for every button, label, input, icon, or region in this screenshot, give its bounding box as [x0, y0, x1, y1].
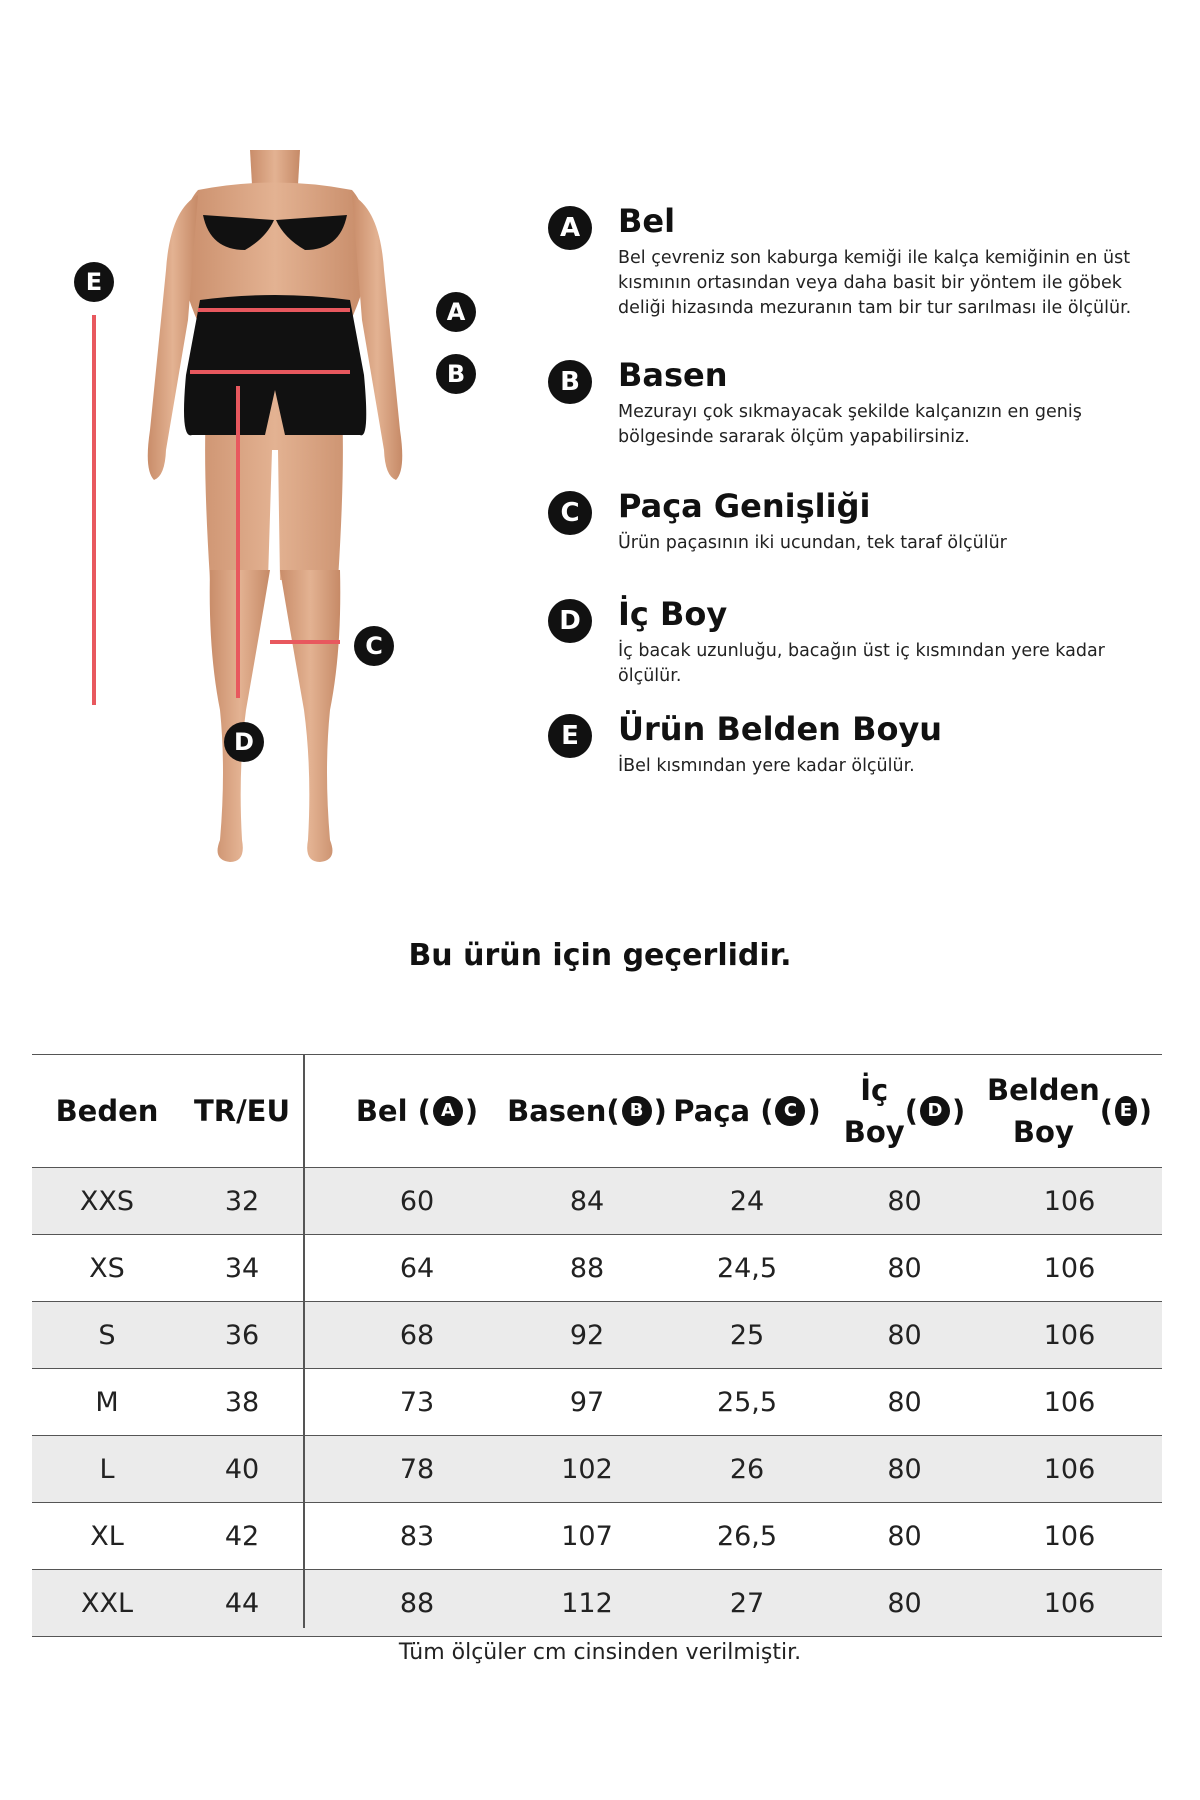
legend-badge-d: D — [548, 599, 592, 643]
header-ic-boy-line2: Boy — [843, 1115, 905, 1149]
legend-description: İç bacak uzunluğu, bacağın üst iç kısmından yere kadar ölçülür. — [618, 641, 1105, 686]
cell-basen: 112 — [561, 1587, 613, 1619]
cell-ic-boy: 80 — [887, 1520, 922, 1552]
header-basen-label: Basen — [507, 1094, 607, 1128]
cell-beden: XXL — [80, 1587, 134, 1619]
body-measurement-figure — [70, 150, 490, 870]
header-paca-label: Paça — [673, 1094, 751, 1128]
cell-basen: 97 — [569, 1386, 605, 1418]
table-header-row — [32, 1054, 1162, 1167]
table-row — [32, 1301, 1162, 1368]
cell-paca: 26,5 — [716, 1520, 778, 1552]
marker-c-badge: C — [354, 626, 394, 666]
cell-ic-boy: 80 — [887, 1252, 922, 1284]
cell-bel: 73 — [399, 1386, 435, 1418]
cell-paca: 24 — [729, 1185, 765, 1217]
marker-b-badge: B — [436, 354, 476, 394]
table-heading: Bu ürün için geçerlidir. — [408, 938, 792, 973]
cell-bel: 60 — [399, 1185, 435, 1217]
legend-title: Basen — [618, 356, 728, 394]
cell-beden: XS — [89, 1252, 125, 1284]
cell-bel: 88 — [399, 1587, 435, 1619]
cell-ic-boy: 80 — [887, 1453, 922, 1485]
cell-belden-boy: 106 — [1043, 1319, 1096, 1351]
cell-beden: XXS — [79, 1185, 135, 1217]
legend-description: Bel çevreniz son kaburga kemiği ile kalça kemiğinin en üst kısmının ortasından veya daha basit bir yöntem ile göbek deliği hizasında mezuranın tam bir tur sarılması ile ölçülür. — [618, 248, 1132, 318]
legend-description: İBel kısmından yere kadar ölçülür. — [618, 756, 915, 776]
legend-badge-b: B — [548, 360, 592, 404]
header-belden-mark: E — [1115, 1096, 1137, 1126]
cell-paca: 26 — [729, 1453, 765, 1485]
header-paca: Paça ( C ) — [672, 1055, 822, 1167]
cell-basen: 84 — [569, 1185, 605, 1217]
cell-bel: 83 — [399, 1520, 435, 1552]
marker-e-badge: E — [74, 262, 114, 302]
table-row — [32, 1368, 1162, 1435]
header-belden-line2: Boy — [1012, 1115, 1074, 1149]
cell-ic-boy: 80 — [887, 1587, 922, 1619]
cell-paca: 25,5 — [716, 1386, 778, 1418]
marker-d-badge: D — [224, 722, 264, 762]
cell-tr-eu: 32 — [224, 1185, 260, 1217]
header-belden-boy: Belden Boy ( E ) — [987, 1055, 1152, 1167]
cell-belden-boy: 106 — [1043, 1453, 1096, 1485]
legend-badge-e: E — [548, 714, 592, 758]
header-bel-label: Bel — [355, 1094, 408, 1128]
legend-title: Ürün Belden Boyu — [618, 710, 943, 748]
cell-paca: 27 — [729, 1587, 765, 1619]
cell-tr-eu: 42 — [224, 1520, 260, 1552]
cell-bel: 68 — [399, 1319, 435, 1351]
header-ic-boy-mark: D — [920, 1096, 950, 1126]
cell-tr-eu: 34 — [224, 1252, 260, 1284]
header-ic-boy-line1: İç — [860, 1073, 889, 1107]
cell-basen: 102 — [561, 1453, 613, 1485]
cell-paca: 25 — [729, 1319, 765, 1351]
cell-tr-eu: 40 — [224, 1453, 260, 1485]
cell-belden-boy: 106 — [1043, 1587, 1096, 1619]
cell-beden: L — [99, 1453, 115, 1485]
legend-title: Paça Genişliği — [618, 487, 871, 525]
header-paca-mark: C — [775, 1096, 805, 1126]
table-row — [32, 1234, 1162, 1301]
table-row — [32, 1502, 1162, 1569]
cell-belden-boy: 106 — [1043, 1386, 1096, 1418]
table-row — [32, 1435, 1162, 1502]
cell-paca: 24,5 — [716, 1252, 778, 1284]
units-footnote: Tüm ölçüler cm cinsinden verilmiştir. — [398, 1640, 802, 1665]
legend-badge-a: A — [548, 206, 592, 250]
header-belden-line1: Belden — [987, 1073, 1100, 1107]
cell-ic-boy: 80 — [887, 1386, 922, 1418]
cell-tr-eu: 36 — [224, 1319, 260, 1351]
header-bel-mark: A — [433, 1096, 463, 1126]
cell-ic-boy: 80 — [887, 1319, 922, 1351]
cell-belden-boy: 106 — [1043, 1185, 1096, 1217]
cell-belden-boy: 106 — [1043, 1252, 1096, 1284]
cell-beden: S — [98, 1319, 116, 1351]
header-bel: Bel ( A ) — [332, 1055, 502, 1167]
legend-title: İç Boy — [618, 595, 728, 633]
body-illustration — [70, 150, 490, 870]
legend-description: Mezurayı çok sıkmayacak şekilde kalçanızın en geniş bölgesinde sararak ölçüm yapabilirsiniz. — [618, 402, 1082, 447]
cell-beden: M — [95, 1386, 119, 1418]
cell-ic-boy: 80 — [887, 1185, 922, 1217]
legend-title: Bel — [618, 202, 676, 240]
cell-belden-boy: 106 — [1043, 1520, 1096, 1552]
marker-a-badge: A — [436, 292, 476, 332]
header-basen-mark: B — [622, 1096, 652, 1126]
table-column-divider — [303, 1054, 305, 1628]
cell-tr-eu: 38 — [224, 1386, 260, 1418]
cell-tr-eu: 44 — [224, 1587, 260, 1619]
size-table — [32, 1054, 1162, 1637]
cell-bel: 78 — [399, 1453, 435, 1485]
table-row — [32, 1167, 1162, 1234]
cell-basen: 92 — [569, 1319, 605, 1351]
cell-beden: XL — [90, 1520, 124, 1552]
legend-badge-c: C — [548, 491, 592, 535]
header-ic-boy: İç Boy ( D ) — [822, 1055, 987, 1167]
cell-basen: 88 — [569, 1252, 605, 1284]
header-basen: Basen ( B ) — [502, 1055, 672, 1167]
header-tr-eu: TR/EU — [193, 1094, 291, 1128]
legend-description: Ürün paçasının iki ucundan, tek taraf ölçülür — [618, 533, 1007, 553]
cell-bel: 64 — [399, 1252, 435, 1284]
header-beden: Beden — [55, 1094, 159, 1128]
cell-basen: 107 — [561, 1520, 613, 1552]
table-row — [32, 1569, 1162, 1637]
